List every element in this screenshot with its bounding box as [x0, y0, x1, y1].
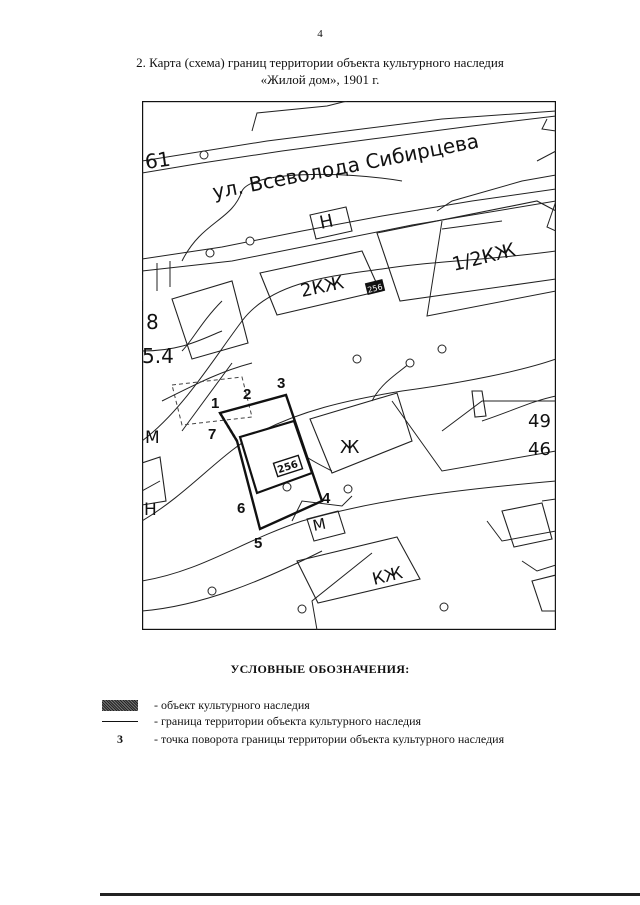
- point-5: 5: [254, 535, 263, 552]
- marker-circle: [353, 355, 361, 363]
- point-6: 6: [237, 500, 246, 517]
- scan-bottom-edge: [100, 893, 640, 896]
- hatch-swatch: [102, 700, 138, 711]
- lot-number-46: 46: [528, 439, 551, 460]
- point-4: 4: [322, 490, 331, 507]
- marker-circle: [438, 345, 446, 353]
- legend-item-boundary: [100, 713, 421, 729]
- label-kzh: КЖ: [370, 563, 405, 590]
- map-canvas: [142, 101, 556, 630]
- marker-circle: [344, 485, 352, 493]
- marker-circle: [440, 603, 448, 611]
- map-title-line-2: «Жилой дом», 1901 г.: [260, 72, 380, 87]
- line-swatch: [102, 721, 138, 722]
- label-h: Н: [317, 210, 336, 234]
- legend-symbol-point: [100, 732, 140, 746]
- legend-item-heritage: [100, 697, 310, 713]
- badge-number: 256: [276, 459, 300, 477]
- legend-symbol-hatch: [100, 698, 140, 712]
- point-7: 7: [208, 426, 217, 443]
- legend-heading: УСЛОВНЫЕ ОБОЗНАЧЕНИЯ:: [230, 662, 410, 676]
- street-name: ул. Всеволода Сибирцева: [210, 128, 481, 204]
- legend-item-point: [100, 731, 504, 747]
- legend-text: - точка поворота границы территории объекта культурного наследия: [154, 731, 505, 746]
- lot-number-5-4: 5.4: [142, 344, 174, 368]
- marker-circle: [298, 605, 306, 613]
- lot-number-61: 61: [143, 146, 172, 174]
- label-2kzh: 2КЖ: [298, 272, 346, 302]
- point-2: 2: [243, 386, 252, 403]
- label-m-bottom: М: [311, 514, 328, 535]
- marker-circle: [200, 151, 208, 159]
- map-title: [0, 54, 640, 88]
- page-number: 4: [317, 28, 323, 40]
- legend-text: - граница территории объекта культурного наследия: [154, 713, 422, 728]
- marker-circle: [208, 587, 216, 595]
- marker-circle: [206, 249, 214, 257]
- point-1: 1: [211, 395, 220, 412]
- label-h-left: Н: [144, 500, 157, 520]
- label-zh: Ж: [340, 437, 360, 458]
- label-m-left: М: [145, 428, 160, 448]
- point-3: 3: [277, 375, 286, 392]
- boundary-map: [142, 101, 556, 630]
- lot-number-49: 49: [528, 411, 551, 432]
- label-12kzh: 1/2КЖ: [449, 238, 518, 276]
- legend-symbol-line: [100, 714, 140, 728]
- badge-number: 256: [366, 282, 384, 295]
- lot-number-8: 8: [146, 310, 159, 334]
- marker-circle: [406, 359, 414, 367]
- map-border: [143, 102, 556, 630]
- point-number-sample: 3: [117, 731, 123, 746]
- legend-text: - объект культурного наследия: [154, 697, 310, 712]
- map-title-line-1: 2. Карта (схема) границ территории объекта культурного наследия: [136, 55, 504, 70]
- marker-circle: [246, 237, 254, 245]
